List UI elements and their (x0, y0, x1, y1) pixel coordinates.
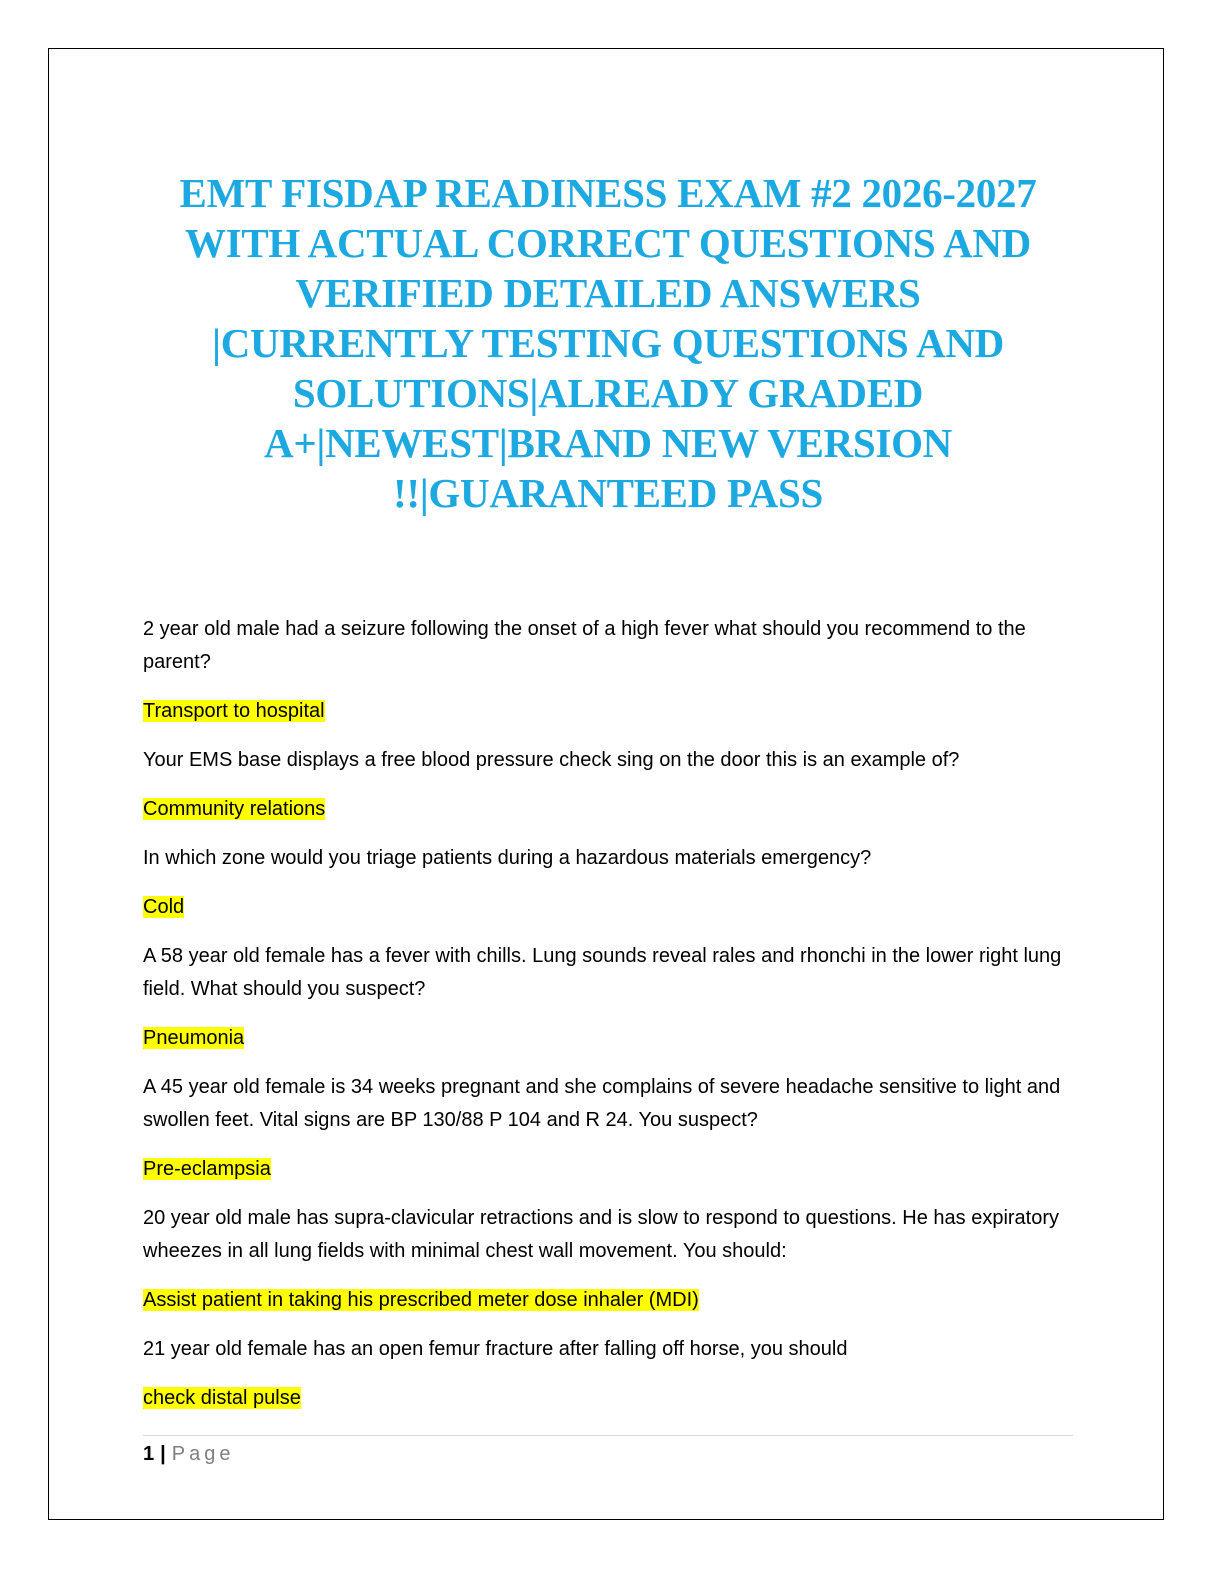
title-line: VERIFIED DETAILED ANSWERS (295, 270, 921, 316)
question-text: 2 year old male had a seizure following the onset of a high fever what should you recommend to the parent? (143, 618, 1026, 673)
title-line: EMT FISDAP READINESS EXAM #2 2026-2027 (179, 170, 1037, 216)
question-text: A 45 year old female is 34 weeks pregnant and she complains of severe headache sensitive to light and swollen feet. Vital signs are BP 130/88 P 104 and R 24. You suspect? (143, 1076, 1061, 1131)
answer-highlight: Cold (143, 896, 185, 918)
answer-highlight: Pneumonia (143, 1027, 245, 1049)
answer-item (143, 695, 1083, 728)
question-text: A 58 year old female has a fever with chills. Lung sounds reveal rales and rhonchi in the lower right lung field. What should you suspect? (143, 945, 1062, 1000)
page-footer (143, 1440, 234, 1468)
answer-item (143, 1382, 1083, 1415)
answer-highlight: Pre-eclampsia (143, 1158, 271, 1180)
answer-highlight: check distal pulse (143, 1387, 301, 1409)
answer-highlight: Transport to hospital (143, 700, 325, 722)
answer-item (143, 793, 1083, 826)
footer-separator: | (160, 1443, 166, 1465)
page-number: 1 (143, 1443, 155, 1465)
answer-item (143, 1022, 1083, 1055)
question-text: Your EMS base displays a free blood pressure check sing on the door this is an example of? (143, 749, 960, 771)
answer-item (143, 891, 1083, 924)
question-text: 21 year old female has an open femur fracture after falling off horse, you should (143, 1338, 848, 1360)
answer-highlight: Community relations (143, 798, 326, 820)
page-label: Page (171, 1443, 235, 1465)
title-line: WITH ACTUAL CORRECT QUESTIONS AND (185, 220, 1031, 266)
document-title (120, 168, 1096, 518)
title-line: |CURRENTLY TESTING QUESTIONS AND (212, 320, 1004, 366)
question-text: 20 year old male has supra-clavicular retractions and is slow to respond to questions. He has expiratory wheezes in all lung fields with minimal chest wall movement. You should: (143, 1207, 1060, 1262)
question-answer-list (143, 613, 1083, 1431)
title-line: SOLUTIONS|ALREADY GRADED (292, 370, 924, 416)
title-line: A+|NEWEST|BRAND NEW VERSION (264, 420, 952, 466)
answer-item (143, 1284, 1083, 1317)
title-line: !!|GUARANTEED PASS (393, 470, 823, 516)
answer-highlight: Assist patient in taking his prescribed meter dose inhaler (MDI) (143, 1289, 699, 1311)
footer-divider (143, 1435, 1073, 1436)
question-text: In which zone would you triage patients during a hazardous materials emergency? (143, 847, 872, 869)
answer-item (143, 1153, 1083, 1186)
